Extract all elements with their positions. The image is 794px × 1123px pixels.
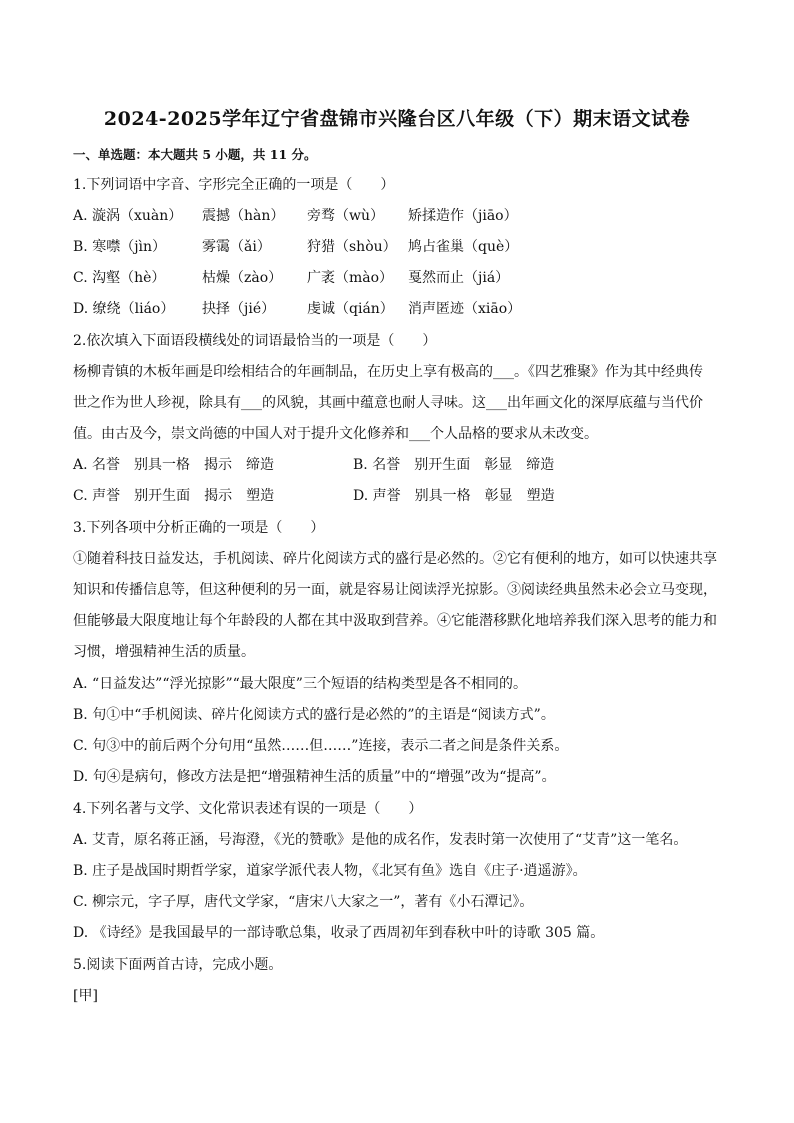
question-4-stem: 4.下列名著与文学、文化常识表述有误的一项是（ ） bbox=[73, 801, 423, 817]
question-3-option-b: B. 句①中“手机阅读、碎片化阅读方式的盛行是必然的”的主语是“阅读方式”。 bbox=[73, 707, 555, 723]
question-1-option-c: C. 沟壑（hè） 枯燥（zào） 广袤（mào） 戛然而止（jiá） bbox=[73, 270, 510, 286]
question-2-option-d: D. 声誉 别具一格 彰显 塑造 bbox=[353, 488, 555, 504]
question-2-passage-line: 世之作为世人珍视，除具有___的风貌，其画中蕴意也耐人寻味。这___出年画文化的深厚底蕴与当代价 bbox=[73, 395, 703, 411]
question-1-option-d: D. 缭绕（liáo） 抉择（jié） 虔诚（qián） 消声匿迹（xiāo） bbox=[73, 301, 522, 317]
question-3-passage-line: 但能够最大限度地让每个年龄段的人都在其中汲取到营养。④它能潜移默化地培养我们深入思考的能力和 bbox=[73, 613, 717, 629]
question-2-options-row bbox=[73, 456, 554, 474]
question-1-option-b: B. 寒噤（jìn） 雾霭（ǎi） 狩猎（shòu） 鸠占雀巢（què） bbox=[73, 239, 519, 255]
question-2-option-c: C. 声誉 别开生面 揭示 塑造 bbox=[73, 488, 275, 504]
question-5-stem: 5.阅读下面两首古诗，完成小题。 bbox=[73, 957, 283, 973]
question-4-option-d: D. 《诗经》是我国最早的一部诗歌总集，收录了西周初年到春秋中叶的诗歌 305 篇。 bbox=[73, 925, 605, 941]
question-4-option-a: A. 艾青，原名蒋正涵，号海澄，《光的赞歌》是他的成名作，发表时第一次使用了“艾青”这一笔名。 bbox=[73, 832, 688, 848]
question-3-passage-line: 习惯，增强精神生活的质量。 bbox=[73, 644, 255, 660]
section-heading: 一、单选题：本大题共 5 小题，共 11 分。 bbox=[73, 147, 317, 162]
question-2-passage-line: 值。由古及今，崇文尚德的中国人对于提升文化修养和___个人品格的要求从未改变。 bbox=[73, 426, 598, 442]
question-2-option-a: A. 名誉 别具一格 揭示 缔造 bbox=[73, 457, 275, 473]
question-3-passage-line: 知识和传播信息等，但这种便利的另一面，就是容易让阅读浮光掠影。③阅读经典虽然未必会立马变现， bbox=[73, 582, 717, 598]
question-3-option-c: C. 句③中的前后两个分句用“虽然……但……”连接，表示二者之间是条件关系。 bbox=[73, 738, 569, 754]
question-2-option-b: B. 名誉 别开生面 彰显 缔造 bbox=[353, 457, 555, 473]
question-3-passage-line: ①随着科技日益发达，手机阅读、碎片化阅读方式的盛行是必然的。②它有便利的地方，如可以快速共享 bbox=[73, 551, 717, 567]
question-2-options-row bbox=[73, 487, 555, 505]
question-3-stem: 3.下列各项中分析正确的一项是（ ） bbox=[73, 520, 325, 536]
question-1-stem: 1.下列词语中字音、字形完全正确的一项是（ ） bbox=[73, 177, 395, 193]
question-3-option-d: D. 句④是病句，修改方法是把“增强精神生活的质量”中的“增强”改为“提高”。 bbox=[73, 769, 556, 785]
question-3-option-a: A. “日益发达”“浮光掠影”“最大限度”三个短语的结构类型是各不相同的。 bbox=[73, 676, 527, 692]
exam-title: 2024-2025学年辽宁省盘锦市兴隆台区八年级（下）期末语文试卷 bbox=[103, 108, 691, 130]
question-1-option-a: A. 漩涡（xuàn） 震撼（hàn） 旁骛（wù） 矫揉造作（jiāo） bbox=[73, 208, 518, 224]
question-4-option-b: B. 庄子是战国时期哲学家，道家学派代表人物，《北冥有鱼》选自《庄子·逍遥游》。 bbox=[73, 863, 587, 879]
question-5-part-label: [甲] bbox=[73, 988, 98, 1004]
question-2-passage-line: 杨柳青镇的木板年画是印绘相结合的年画制品，在历史上享有极高的___。《四艺雅聚》作为其中经典传 bbox=[73, 364, 703, 380]
question-4-option-c: C. 柳宗元，字子厚，唐代文学家，“唐宋八大家之一”，著有《小石潭记》。 bbox=[73, 894, 534, 910]
question-2-stem: 2.依次填入下面语段横线处的词语最恰当的一项是（ ） bbox=[73, 333, 437, 349]
